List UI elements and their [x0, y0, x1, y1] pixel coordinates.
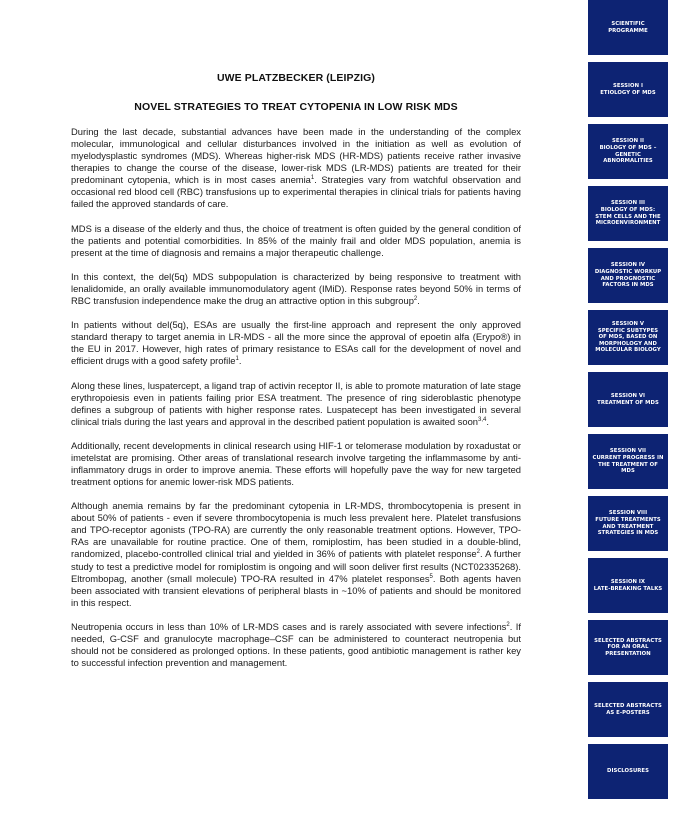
paragraph-1: During the last decade, substantial advances have been made in the understanding of the complex molecular, immunological and cellular disturbances involved in the initiation as well as evolution of myelodysplastic syndromes (MDS). Whereas higher-risk MDS (HR-MDS) patients receive rather invasive therapies to change the course of the disease, lower-risk MDS (LR-MDS) patients are treated for their predominant cytopenia, which is in most cases anemia$^1$. Strategies vary from watchful observation and occasional red blood cell (RBC) transfusions up to experimental therapies in clinical trials for patients having failed the approved standards of care.	[71, 126, 521, 210]
citation: 1	[235, 356, 239, 363]
nav-session-2[interactable]	[588, 124, 668, 179]
nav-session-6[interactable]	[588, 372, 668, 427]
citation: 2	[506, 621, 510, 628]
nav-label: SESSION V SPECIFIC SUBTYPES OF MDS, BASED ON MORPHOLOGY AND MOLECULAR BIOLOGY	[595, 321, 661, 354]
nav-label: SCIENTIFIC PROGRAMME	[608, 20, 648, 34]
citation: 1	[310, 175, 315, 182]
nav-label: SESSION VII CURRENT PROGRESS IN THE TREATMENT OF MDS	[592, 448, 664, 475]
paragraph-8: Neutropenia occurs in less than 10% of LR-MDS cases and is rarely associated with severe infections$^2$. If needed, G-CSF and granulocyte macrophage–CSF can be administered to counteract neutropenia but should not be considered as prolonged options. In these patients, good antibiotic management is rather key to successful infection prevention and management.	[71, 620, 522, 669]
section-nav-sidebar	[588, 0, 668, 832]
nav-session-9[interactable]	[588, 558, 668, 613]
paragraph-3: In this context, the del(5q) MDS subpopulation is characterized by being responsive to treatment with lenalidomide, an orally available immunomodulatory agent (IMiD). Response rates beyond 50% in terms of RBC transfusion independence make the drug an attractive option in this subgroup$^2$.	[71, 270, 521, 306]
nav-session-5[interactable]	[588, 310, 668, 365]
citation: 2	[476, 549, 480, 556]
nav-selected-abstracts-eposters[interactable]	[588, 682, 668, 737]
nav-disclosures[interactable]	[588, 744, 668, 799]
nav-label: SESSION III BIOLOGY OF MDS: STEM CELLS AND THE MICROENVIRONMENT	[595, 200, 661, 227]
nav-label: SESSION IX LATE-BREAKING TALKS	[593, 578, 663, 592]
paragraph-6: Additionally, recent developments in clinical research using HIF-1 or telomerase modulation by roxadustat or imetelstat are promising. Other areas of translational research involve targeting the inflammasome by anti-inflammatory drugs in order to improve anemia. These efforts will hopefully pave the way for new targeted treatment options for anemic lower-risk MDS patients.	[71, 439, 521, 488]
paragraph-4: In patients without del(5q), ESAs are usually the first-line approach and represent the only approved standard therapy to target anemia in LR-MDS - all the more since the approval of epoetin alfa (Erypo®) in the EU in 2017. However, high rates of primary resistance to ESAs call for the development of novel and efficient drugs with a good safety profile$^1$.	[71, 319, 521, 367]
nav-session-1[interactable]	[588, 62, 668, 117]
nav-label: SESSION II BIOLOGY OF MDS – GENETIC ABNORMALITIES	[599, 138, 657, 165]
author-line: UWE PLATZBECKER (LEIPZIG)	[216, 72, 376, 84]
nav-label: SESSION IV DIAGNOSTIC WORKUP AND PROGNOSTIC FACTORS IN MDS	[594, 262, 662, 289]
nav-label: SELECTED ABSTRACTS AS E-POSTERS	[594, 702, 662, 716]
nav-label: SELECTED ABSTRACTS FOR AN ORAL PRESENTATION	[594, 637, 662, 657]
paragraph-2: MDS is a disease of the elderly and thus, the choice of treatment is often guided by the general condition of the patients and potential comorbidities. In 85% of the mainly frail and older MDS population, anemia is present at the time of diagnosis and remains a major therapeutic challenge.	[71, 222, 521, 258]
article-body	[71, 126, 521, 669]
nav-session-7[interactable]	[588, 434, 668, 489]
paragraph-5: Along these lines, luspatercept, a ligand trap of activin receptor II, is able to promote maturation of late stage erythropoiesis even in patients failing prior ESA treatment. The presence of ring sideroblastic phenotype defines a subgroup of patients with higher response rates. Luspatecept has been investigated in several clinical trials during the last years and approval in the described patient population is awaited soon$^{3,4}$.	[71, 379, 521, 427]
nav-label: SESSION I ETIOLOGY OF MDS	[600, 82, 656, 96]
article-title: NOVEL STRATEGIES TO TREAT CYTOPENIA IN LOW RISK MDS	[134, 101, 458, 113]
nav-label: SESSION VI TREATMENT OF MDS	[597, 392, 659, 406]
nav-session-8[interactable]	[588, 496, 668, 551]
nav-label: DISCLOSURES	[607, 768, 649, 775]
article	[71, 66, 521, 681]
paragraph-7: Although anemia remains by far the predominant cytopenia in LR-MDS, thrombocytopenia is present in about 50% of patients - even if severe thrombocytopenia is much less prevalent here. Platelet transfusions and TPO-receptor agonists (TPO-RA) are currently the only reasonable treatment options. However, TPO-RAs are unavailable for routine practice. One of them, romiplostim, has been studied in a double-blind, randomized, placebo-controlled clinical trial and yielded in 36% of patients with platelet response$^2$. A further study to test a predictive model for romiplostim is ongoing and will soon deliver first results (NCT02335268). Eltrombopag, another (small molecule) TPO-RA resulted in 47% platelet responses$^5$. Both agents haven been associated with transient elevations of peripheral blasts in ~10% of patients and should be monitored in this respect.	[71, 500, 522, 608]
nav-label: SESSION VIII FUTURE TREATMENTS AND TREATMENT STRATEGIES IN MDS	[595, 510, 661, 537]
citation: 2	[413, 295, 418, 302]
citation: 3,4	[478, 416, 487, 423]
nav-session-3[interactable]	[588, 186, 668, 241]
nav-session-4[interactable]	[588, 248, 668, 303]
citation: 5	[429, 573, 433, 580]
nav-selected-abstracts-oral[interactable]	[588, 620, 668, 675]
nav-scientific-programme[interactable]	[588, 0, 668, 55]
